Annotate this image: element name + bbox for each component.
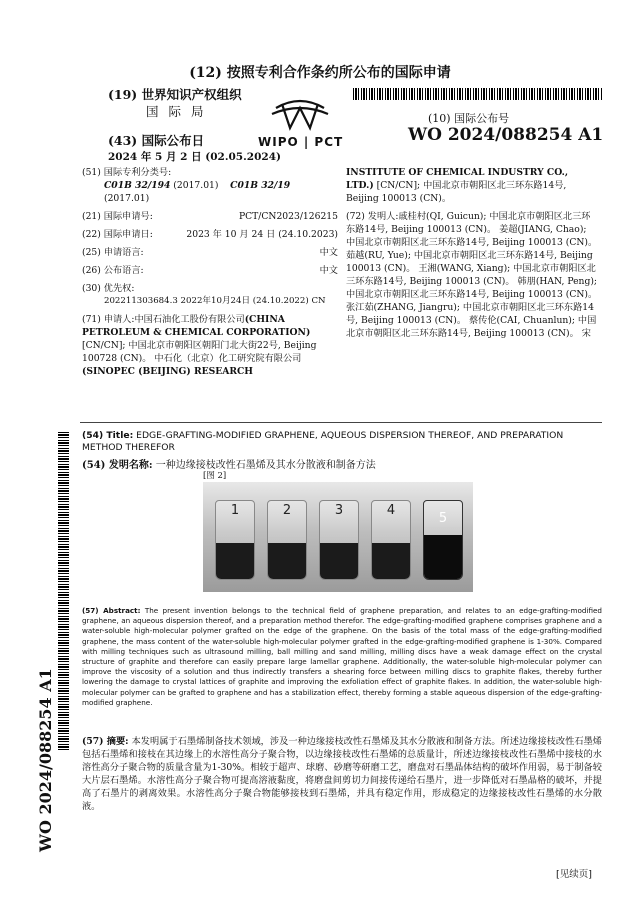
side-publication-number: WO 2024/088254 A1: [36, 668, 55, 852]
title-en-label: (54) Title:: [82, 430, 134, 441]
title-block: [82, 430, 602, 472]
title-zh: [82, 460, 602, 472]
abstract-zh: [82, 735, 602, 813]
jar-4: [371, 500, 411, 580]
figure-photo: [203, 482, 473, 592]
jar-label: 4: [386, 503, 396, 518]
jar-liquid: [268, 543, 306, 579]
appno-label: (21) 国际申请号:: [82, 211, 153, 222]
continued-note: [见续页]: [556, 869, 592, 880]
applicant-text-2: [CN/CN]; 中国北京市朝阳区朝阳门北大街22号, Beijing 100728 (CN)。 中石化（北京）化工研究院有限公司: [82, 340, 317, 364]
abstract-zh-text: 本发明属于石墨烯制备技术领域，涉及一种边缘接枝改性石墨烯及其水分散液和制备方法。所述边缘接枝改性石墨烯包括石墨烯和接枝在其边缘上的水溶性高分子聚合物，以边缘接枝改性石墨烯的总质量计，所述边缘接枝改性石墨烯中接枝的水溶性高分子聚合物的质量含量为1-30%。相较于超声、球磨、砂磨等研磨工艺，磨盘对石墨晶体结构的破坏作用弱，易于制备较大片层石墨烯。水溶性高分子聚合物可提高溶液黏度，将磨盘间剪切力间接传递给石墨片，进一步降低对石墨晶格的破坏，并提高了石墨片的剥离效果。水溶性高分子聚合物能够接枝到石墨烯，并具有稳定作用，形成稳定的边缘接枝改性石墨烯的水分散液。: [82, 736, 602, 812]
org-bureau: 国 际 局: [146, 104, 207, 119]
abstract-en: [82, 606, 602, 708]
wipo-pct-wordmark: WIPO | PCT: [258, 135, 344, 149]
inventors: 戚桂村(QI, Guicun); 中国北京市朝阳区北三环东路14号, Beijing 100013 (CN)。 姜超(JIANG, Chao); 中国北京市朝阳区北三环东路14号, Beijing 100013 (CN)。 茹越(RU, Yue); 中国北京市朝阳区北三环东路14号, Beijing 100013 (CN)。 王湘(WANG, Xiang); 中国北京市朝阳区北三环东路14号, Beijing 100013 (CN)。 韩朋(HAN, Peng); 中国北京市朝阳区北三环东路14号, Beijing 100013 (CN)。 张江茹(ZHANG, Jiangru); 中国北京市朝阳区北三环东路14号, Beijing 100013 (CN)。 蔡传伦(CAI, Chuanlun); 中国北京市朝阳区北三环东路14号, Beijing 100013 (CN)。 宋: [346, 211, 598, 339]
filedate: 2023 年 10 月 24 日 (24.10.2023): [186, 229, 338, 240]
filinglang: 中文: [319, 247, 338, 258]
publication-number: WO 2024/088254 A1: [408, 125, 604, 145]
applicant-label: (71) 申请人:: [82, 314, 135, 325]
jar-label: 2: [282, 503, 292, 518]
jar-1: [215, 500, 255, 580]
abstract-zh-label: (57) 摘要:: [82, 736, 129, 747]
section-divider: [80, 422, 602, 423]
pubdate: 2024 年 5 月 2 日 (02.05.2024): [108, 151, 281, 163]
title-zh-text: 一种边缘接枝改性石墨烯及其水分散液和制备方法: [152, 460, 376, 471]
title-en-text: EDGE-GRAFTING-MODIFIED GRAPHENE, AQUEOUS DISPERSION THEREOF, AND PREPARATION METHOD THEREFOR: [82, 430, 564, 453]
jar-liquid: [216, 543, 254, 579]
applicant-cont-bold: INSTITUTE OF CHEMICAL INDUSTRY CO., LTD.): [346, 167, 569, 191]
abstract-en-text: The present invention belongs to the technical field of graphene preparation, and relates to an edge-grafting-modified graphene, an aqueous dispersion thereof, and a preparation method therefor. The edge-grafting-modified graphene comprises graphene and a water-soluble high-molecular polymer grafted on the edge of the graphene. On the basis of the total mass of the edge-grafting-modified graphene, the mass content of the water-soluble high-molecular polymer grafted in the edge-grafting-modified graphene is 1-30%. Compared with milling techniques such as ultrasound milling, ball milling and sand milling, milling discs have a weak damage effect on the crystal structure of graphite and therefore can easily prepare large lamellar graphene. Additionally, the water-soluble high-molecular polymer can improve the viscosity of a solution and thus indirectly transfers a shearing force between milling discs to graphite flakes, thereby further lowering the damage to crystal lattices of graphite and improving the exfoliation effect of graphite flakes. In addition, the water-soluble high-molecular polymer can be grafted to graphene and has a stabilization effect, thereby forming a stable aqueous dispersion of the edge-grafting-modified graphene.: [82, 606, 602, 707]
wipo-logo-icon: [268, 98, 332, 134]
filedate-row: [82, 228, 338, 241]
appno: PCT/CN2023/126215: [238, 211, 338, 222]
applicant-bold-1: (CHINA PETROLEUM & CHEMICAL CORPORATION): [82, 314, 311, 338]
pubno-label: (10) 国际公布号: [428, 112, 510, 125]
jar-liquid: [372, 543, 410, 579]
barcode-icon: [353, 88, 603, 100]
priority-label: (30) 优先权:: [82, 283, 135, 294]
figure-label: [图 2]: [203, 471, 227, 481]
title-en: [82, 430, 602, 454]
appno-row: [82, 210, 338, 223]
org-name: (19) 世界知识产权组织: [108, 87, 242, 102]
applicant-continued: [346, 166, 598, 205]
jar-liquid: [320, 543, 358, 579]
filedate-label: (22) 国际申请日:: [82, 229, 153, 240]
filinglang-label: (25) 申请语言:: [82, 247, 144, 258]
ipc-value-1: C01B 32/194: [104, 180, 171, 191]
ipc-label: (51) 国际专利分类号:: [82, 167, 172, 178]
ipc-values: [82, 179, 338, 205]
publang: 中文: [319, 265, 338, 276]
biblio-left: [82, 166, 338, 378]
jar-5: [423, 500, 463, 580]
ipc-value-2: C01B 32/19: [230, 180, 291, 191]
ipc-date-1: (2017.01): [170, 180, 219, 191]
priority: 202211303684.3 2022年10月24日 (24.10.2022) CN: [104, 296, 326, 306]
document-title: (12) 按照专利合作条约所公布的国际申请: [189, 65, 451, 81]
pubdate-label: (43) 国际公布日: [108, 133, 205, 148]
jar-label: 3: [334, 503, 344, 518]
jar-2: [267, 500, 307, 580]
title-zh-label: (54) 发明名称:: [82, 460, 153, 471]
inventor-label: (72) 发明人:: [346, 211, 399, 222]
publang-row: [82, 264, 338, 277]
applicant-text-1: 中国石油化工股份有限公司: [134, 314, 245, 325]
applicant-bold-2: (SINOPEC (BEIJING) RESEARCH: [82, 366, 253, 377]
jar-label: 5: [438, 511, 448, 526]
jar-3: [319, 500, 359, 580]
ipc-date-2: (2017.01): [104, 193, 150, 204]
applicant-cont-text: [CN/CN]; 中国北京市朝阳区北三环东路14号, Beijing 100013 (CN)。: [346, 180, 567, 204]
jar-liquid: [424, 535, 462, 579]
abstract-en-label: (57) Abstract:: [82, 606, 141, 615]
side-barcode-icon: [58, 430, 69, 750]
inventor-block: [346, 210, 598, 340]
applicant-block: [82, 313, 338, 378]
jar-label: 1: [230, 503, 240, 518]
biblio-right: [346, 166, 598, 340]
publang-label: (26) 公布语言:: [82, 265, 144, 276]
filinglang-row: [82, 246, 338, 259]
